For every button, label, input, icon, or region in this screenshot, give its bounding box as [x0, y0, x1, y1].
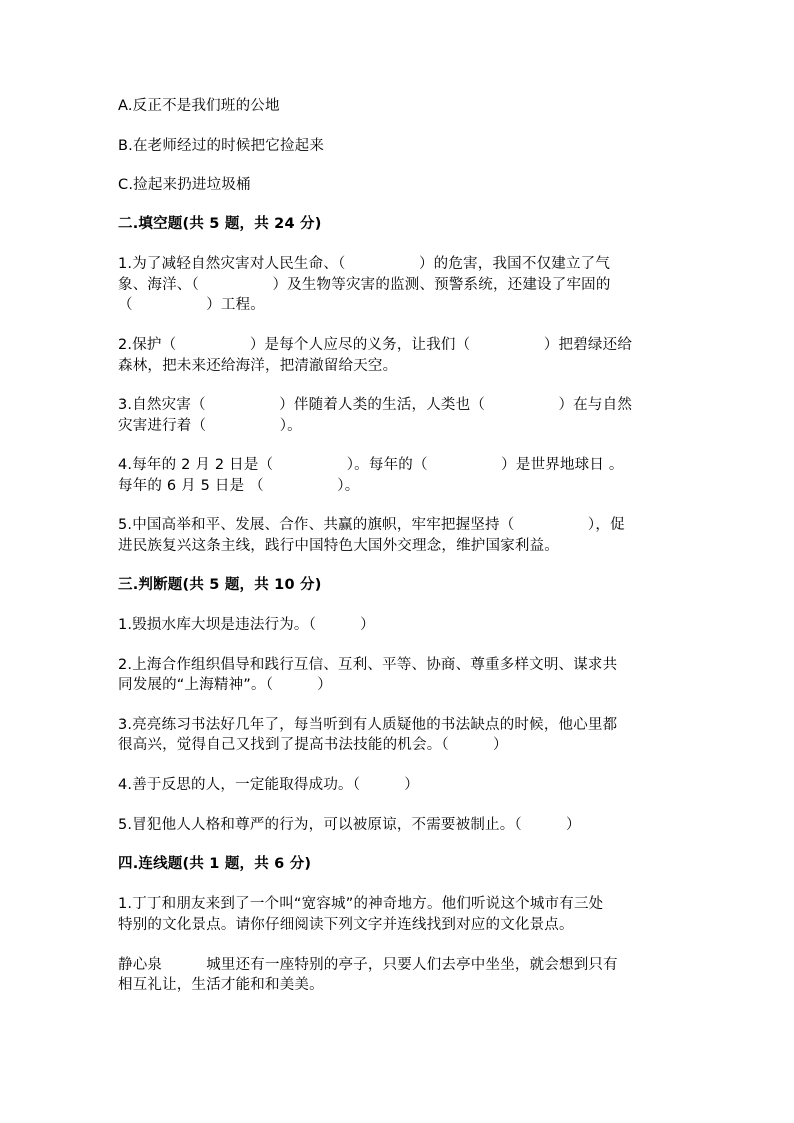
- judge-q3-line2: 很高兴，觉得自己又找到了提高书法技能的机会。（ ）: [118, 737, 508, 753]
- fill-q3-line2: 灾害进行着（ ）。: [118, 418, 302, 434]
- section-heading-fill-in: 二.填空题(共 5 题，共 24 分): [118, 216, 322, 232]
- judge-q3-line1: 3.亮亮练习书法好几年了，每当听到有人质疑他的书法缺点的时候，他心里都: [118, 717, 618, 733]
- option-c: C.捡起来扔进垃圾桶: [118, 177, 251, 193]
- judge-q2-line1: 2.上海合作组织倡导和践行互信、互利、平等、协商、尊重多样文明、谋求共: [118, 657, 618, 673]
- fill-q2-line2: 森林，把未来还给海洋，把清澈留给天空。: [118, 358, 398, 374]
- fill-q1-line2: 象、海洋、（ ）及生物等灾害的监测、预警系统，还建设了牢固的: [118, 277, 611, 293]
- section-heading-matching: 四.连线题(共 1 题，共 6 分): [118, 856, 312, 872]
- fill-q4-line1: 4.每年的 2 月 2 日是（ ）。每年的（ ）是世界地球日 。: [118, 457, 624, 473]
- judge-q2-line2: 同发展的“上海精神”。（ ）: [118, 677, 332, 693]
- fill-q5-line1: 5.中国高举和平、发展、合作、共赢的旗帜，牢牢把握坚持（ ），促: [118, 517, 625, 533]
- fill-q4-line2: 每年的 6 月 5 日是 （ ）。: [118, 478, 360, 494]
- option-a: A.反正不是我们班的公地: [118, 98, 280, 114]
- section-heading-judgment: 三.判断题(共 5 题，共 10 分): [118, 577, 322, 593]
- fill-q1-line3: （ ）工程。: [118, 297, 265, 313]
- fill-q1-line1: 1.为了减轻自然灾害对人民生命、（ ）的危害，我国不仅建立了气: [118, 256, 611, 272]
- match-q1-line2: 特别的文化景点。请你仔细阅读下列文字并连线找到对应的文化景点。: [118, 917, 574, 933]
- match-item-line1: 静心泉 城里还有一座特别的亭子，只要人们去亭中坐坐，就会想到只有: [118, 957, 618, 973]
- judge-q5: 5.冒犯他人人格和尊严的行为，可以被原谅，不需要被制止。（ ）: [118, 817, 581, 833]
- match-q1-line1: 1.丁丁和朋友来到了一个叫“宽容城”的神奇地方。他们听说这个城市有三处: [118, 896, 604, 912]
- match-item-line2: 相互礼让，生活才能和和美美。: [118, 977, 324, 993]
- option-b: B.在老师经过的时候把它捡起来: [118, 138, 325, 154]
- judge-q4: 4.善于反思的人，一定能取得成功。（ ）: [118, 777, 419, 793]
- fill-q2-line1: 2.保护（ ）是每个人应尽的义务，让我们（ ）把碧绿还给: [118, 337, 633, 353]
- fill-q5-line2: 进民族复兴这条主线，践行中国特色大国外交理念，维护国家利益。: [118, 538, 559, 554]
- fill-q3-line1: 3.自然灾害（ ）伴随着人类的生活，人类也（ ）在与自然: [118, 397, 633, 413]
- judge-q1: 1.毁损水库大坝是违法行为。（ ）: [118, 617, 375, 633]
